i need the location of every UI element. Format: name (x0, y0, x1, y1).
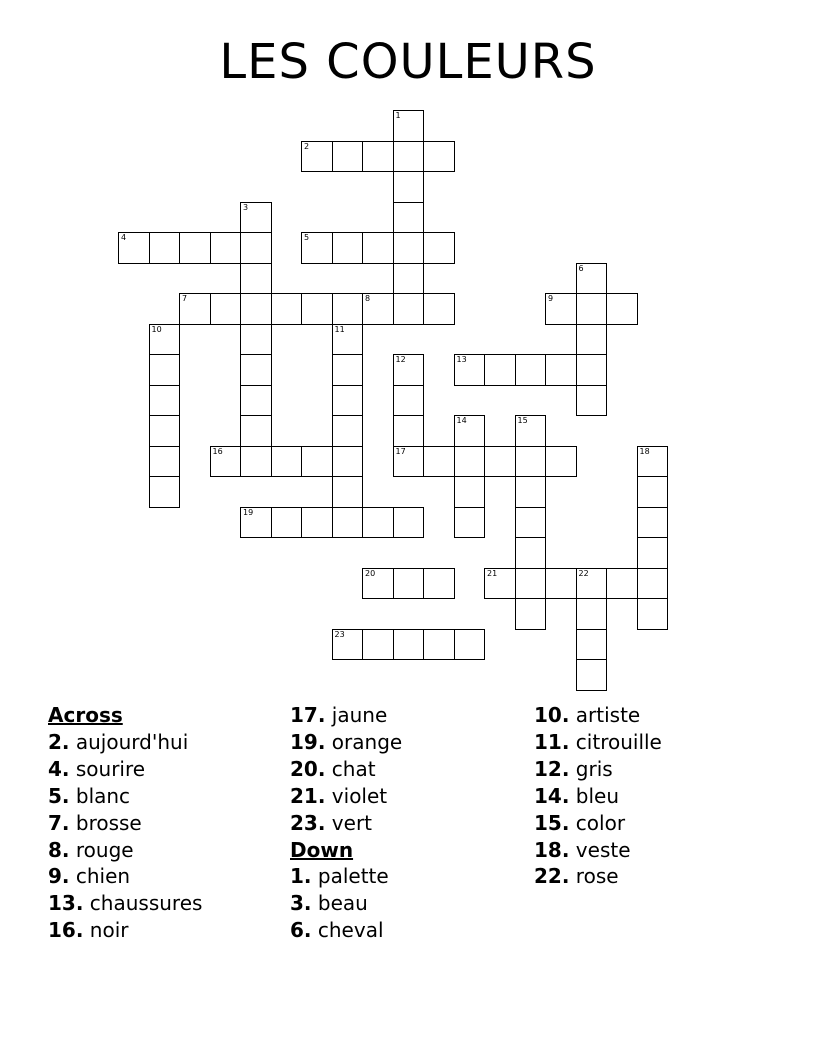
grid-cell[interactable] (240, 507, 272, 539)
cell-number: 4 (121, 233, 127, 242)
clue-across-17: 17. jaune (290, 703, 388, 727)
grid-cell[interactable] (332, 141, 364, 173)
grid-cell[interactable] (454, 629, 486, 661)
grid-cell[interactable] (301, 507, 333, 539)
grid-cell[interactable] (606, 568, 638, 600)
across-heading: Across (48, 703, 123, 727)
clue-down-15: 15. color (534, 810, 626, 835)
grid-cell[interactable] (515, 568, 547, 600)
grid-cell[interactable] (393, 263, 425, 295)
grid-cell[interactable] (362, 629, 394, 661)
cell-number: 22 (578, 568, 589, 578)
grid-cell[interactable] (576, 354, 608, 386)
grid-cell[interactable] (362, 232, 394, 264)
clue-across-2: 2. aujourd'hui (48, 729, 189, 754)
grid-cell[interactable] (515, 598, 547, 630)
grid-cell[interactable] (576, 629, 608, 661)
grid-cell[interactable] (332, 293, 364, 325)
grid-cell[interactable] (393, 171, 425, 203)
cell-number: 8 (365, 294, 371, 303)
clue-across-16: 16. noir (48, 918, 129, 943)
cell-number: 17 (395, 446, 406, 456)
grid-cell[interactable] (393, 110, 425, 142)
grid-cell[interactable] (301, 446, 333, 478)
cell-number: 11 (334, 324, 345, 334)
clue-column-3 (534, 702, 662, 890)
clue-across-23: 23. vert (290, 810, 373, 835)
grid-cell[interactable] (545, 293, 577, 325)
grid-cell[interactable] (240, 354, 272, 386)
cell-number: 3 (243, 202, 249, 212)
down-heading: Down (290, 837, 354, 862)
clue-across-5: 5. blanc (48, 783, 131, 808)
cell-number: 9 (548, 294, 554, 303)
grid-cell[interactable] (454, 507, 486, 539)
cell-number: 1 (395, 111, 401, 120)
cell-number: 20 (365, 568, 376, 578)
grid-cell[interactable] (149, 476, 181, 508)
grid-cell[interactable] (240, 232, 272, 264)
grid-cell[interactable] (484, 568, 516, 600)
grid-cell[interactable] (454, 354, 486, 386)
grid-cell[interactable] (240, 446, 272, 478)
grid-cell[interactable] (637, 568, 669, 600)
cell-number: 19 (243, 507, 254, 517)
puzzle-title: LES COULEURS (219, 34, 597, 90)
grid-cell[interactable] (576, 598, 608, 630)
grid-cell[interactable] (515, 537, 547, 569)
grid-cell[interactable] (240, 263, 272, 295)
grid-cell[interactable] (332, 507, 364, 539)
clue-down-1: 1. palette (290, 864, 389, 889)
clue-across-20: 20. chat (290, 756, 376, 781)
cell-number: 21 (487, 568, 498, 578)
grid-cell[interactable] (271, 507, 303, 539)
grid-cell[interactable] (515, 354, 547, 386)
grid-cell[interactable] (301, 232, 333, 264)
clue-column-1 (48, 702, 202, 944)
cell-number: 18 (639, 446, 650, 456)
clue-down-14: 14. bleu (534, 783, 620, 808)
grid-cell[interactable] (332, 629, 364, 661)
cell-number: 13 (456, 355, 467, 364)
grid-cell[interactable] (301, 141, 333, 173)
grid-cell[interactable] (515, 415, 547, 447)
grid-cell[interactable] (393, 415, 425, 447)
grid-cell[interactable] (393, 293, 425, 325)
grid-cell[interactable] (576, 385, 608, 417)
clue-across-21: 21. violet (290, 783, 388, 808)
grid-cell[interactable] (271, 293, 303, 325)
grid-cell[interactable] (362, 507, 394, 539)
grid-cell[interactable] (454, 415, 486, 447)
grid-cell[interactable] (332, 476, 364, 508)
clue-across-7: 7. brosse (48, 810, 142, 835)
grid-cell[interactable] (637, 598, 669, 630)
grid-cell[interactable] (149, 232, 181, 264)
clue-across-8: 8. rouge (48, 837, 134, 862)
clue-across-4: 4. sourire (48, 756, 146, 781)
grid-cell[interactable] (332, 232, 364, 264)
grid-cell[interactable] (454, 476, 486, 508)
grid-cell[interactable] (332, 324, 364, 356)
grid-cell[interactable] (423, 232, 455, 264)
cell-number: 16 (212, 446, 223, 456)
grid-cell[interactable] (484, 446, 516, 478)
grid-cell[interactable] (393, 385, 425, 417)
cell-number: 15 (517, 416, 528, 425)
clue-down-22: 22. rose (534, 864, 619, 889)
grid-cell[interactable] (576, 324, 608, 356)
grid-cell[interactable] (240, 293, 272, 325)
grid-cell[interactable] (240, 202, 272, 234)
grid-cell[interactable] (149, 324, 181, 356)
grid-cell[interactable] (210, 293, 242, 325)
grid-cell[interactable] (210, 232, 242, 264)
grid-cell[interactable] (423, 141, 455, 173)
clue-across-19: 19. orange (290, 729, 403, 754)
clue-down-12: 12. gris (534, 756, 613, 781)
grid-cell[interactable] (362, 293, 394, 325)
grid-cell[interactable] (423, 446, 455, 478)
grid-cell[interactable] (240, 385, 272, 417)
grid-cell[interactable] (118, 232, 150, 264)
grid-cell[interactable] (515, 476, 547, 508)
grid-cell[interactable] (362, 568, 394, 600)
clue-across-9: 9. chien (48, 864, 131, 889)
grid-cell[interactable] (423, 568, 455, 600)
cell-number: 5 (304, 233, 310, 242)
grid-cell[interactable] (332, 385, 364, 417)
clue-down-18: 18. veste (534, 837, 631, 862)
cell-number: 23 (334, 629, 345, 639)
clue-down-10: 10. artiste (534, 703, 641, 727)
grid-cell[interactable] (423, 629, 455, 661)
cell-number: 12 (395, 355, 406, 364)
grid-cell[interactable] (576, 263, 608, 295)
cell-number: 14 (456, 416, 467, 425)
grid-cell[interactable] (240, 324, 272, 356)
clue-down-6: 6. cheval (290, 918, 384, 943)
grid-cell[interactable] (393, 446, 425, 478)
grid-cell[interactable] (332, 446, 364, 478)
grid-cell[interactable] (606, 293, 638, 325)
grid-cell[interactable] (454, 446, 486, 478)
grid-cell[interactable] (301, 293, 333, 325)
clue-down-3: 3. beau (290, 891, 368, 916)
grid-cell[interactable] (271, 446, 303, 478)
grid-cell[interactable] (393, 202, 425, 234)
grid-cell[interactable] (179, 232, 211, 264)
grid-cell[interactable] (393, 568, 425, 600)
grid-cell[interactable] (484, 354, 516, 386)
grid-cell[interactable] (149, 385, 181, 417)
grid-cell[interactable] (210, 446, 242, 478)
grid-cell[interactable] (179, 293, 211, 325)
grid-cell[interactable] (149, 415, 181, 447)
grid-cell[interactable] (393, 507, 425, 539)
grid-cell[interactable] (240, 415, 272, 447)
grid-cell[interactable] (545, 446, 577, 478)
grid-cell[interactable] (149, 354, 181, 386)
grid-cell[interactable] (393, 232, 425, 264)
grid-cell[interactable] (637, 537, 669, 569)
grid-cell[interactable] (637, 446, 669, 478)
cell-number: 7 (182, 294, 188, 303)
grid-cell[interactable] (576, 659, 608, 691)
grid-cell[interactable] (637, 476, 669, 508)
grid-cell[interactable] (545, 568, 577, 600)
clue-column-2 (290, 702, 402, 944)
grid-cell[interactable] (149, 446, 181, 478)
grid-cell[interactable] (576, 293, 608, 325)
cell-number: 6 (578, 263, 584, 273)
clue-down-11: 11. citrouille (534, 729, 662, 754)
grid-cell[interactable] (362, 141, 394, 173)
grid-cell[interactable] (393, 141, 425, 173)
grid-cell[interactable] (332, 354, 364, 386)
grid-cell[interactable] (576, 568, 608, 600)
grid-cell[interactable] (515, 507, 547, 539)
clue-across-13: 13. chaussures (48, 891, 203, 916)
grid-cell[interactable] (332, 415, 364, 447)
grid-cell[interactable] (393, 629, 425, 661)
cell-number: 10 (151, 324, 162, 334)
grid-cell[interactable] (423, 293, 455, 325)
cell-number: 2 (304, 141, 310, 151)
grid-cell[interactable] (393, 354, 425, 386)
grid-cell[interactable] (545, 354, 577, 386)
grid-cell[interactable] (515, 446, 547, 478)
grid-cell[interactable] (637, 507, 669, 539)
